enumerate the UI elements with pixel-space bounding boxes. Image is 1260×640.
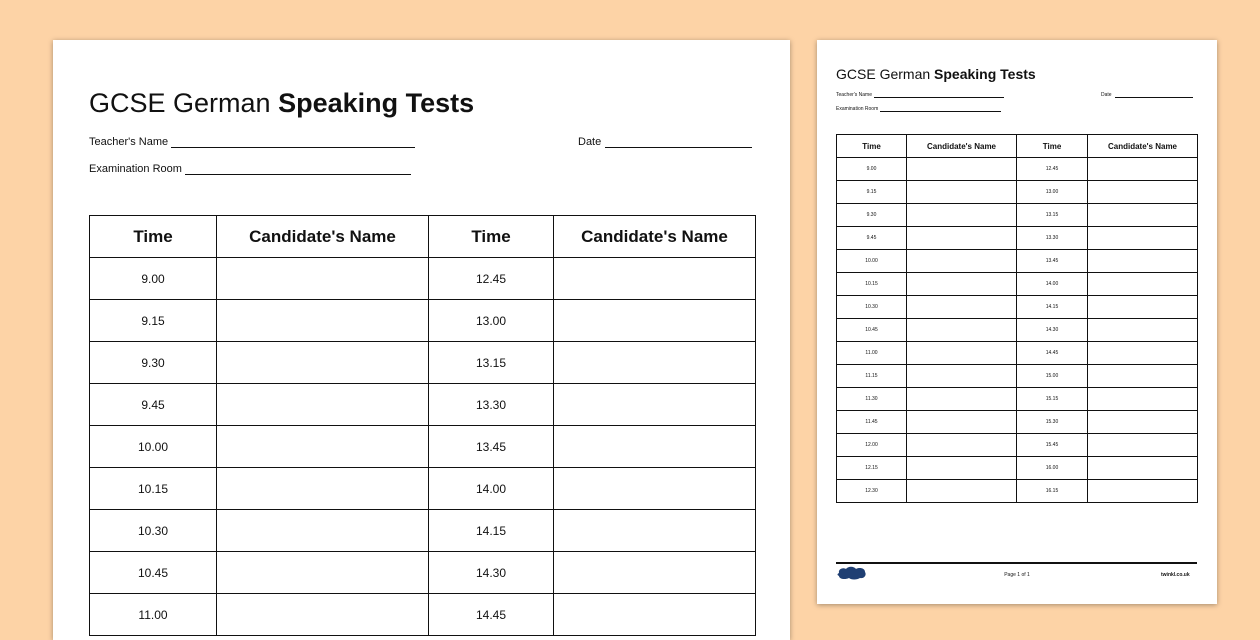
candidate-name-cell[interactable] [1088,227,1198,250]
time-cell: 14.15 [429,510,554,552]
table-row [837,480,1198,503]
header-time: Time [429,216,554,258]
time-cell: 10.45 [837,319,907,342]
table-row [837,296,1198,319]
time-cell: 12.15 [837,457,907,480]
teacher-name-field [89,136,415,148]
time-cell: 13.30 [1017,227,1088,250]
time-cell: 13.30 [429,384,554,426]
table-row [837,273,1198,296]
time-cell: 14.45 [429,594,554,636]
examination-room-label: Examination Room [836,106,879,112]
candidate-name-cell[interactable] [1088,365,1198,388]
time-cell: 10.15 [837,273,907,296]
worksheet-title [836,66,1036,82]
schedule-table [89,215,756,636]
examination-room-line [185,174,411,175]
time-cell: 10.15 [90,468,217,510]
time-cell: 9.30 [90,342,217,384]
teacher-name-field [836,92,1004,98]
table-row [837,342,1198,365]
time-cell: 13.00 [429,300,554,342]
worksheet-small [817,40,1217,604]
time-cell: 13.15 [429,342,554,384]
candidate-name-cell[interactable] [1088,388,1198,411]
time-cell: 16.00 [1017,457,1088,480]
time-cell: 11.45 [837,411,907,434]
worksheet-title [89,88,474,119]
teacher-name-line [171,147,415,148]
candidate-name-cell[interactable] [907,204,1017,227]
time-cell: 14.30 [429,552,554,594]
candidate-name-cell[interactable] [907,388,1017,411]
table-row [90,342,756,384]
time-cell: 11.00 [837,342,907,365]
examination-room-line [880,111,1001,112]
time-cell: 14.45 [1017,342,1088,365]
candidate-name-cell[interactable] [554,300,756,342]
time-cell: 15.00 [1017,365,1088,388]
candidate-name-cell[interactable] [217,426,429,468]
time-cell: 10.45 [90,552,217,594]
table-row [90,300,756,342]
candidate-name-cell[interactable] [217,300,429,342]
worksheet-large [53,40,790,640]
time-cell: 12.00 [837,434,907,457]
time-cell: 10.30 [90,510,217,552]
time-cell: 9.00 [837,158,907,181]
candidate-name-cell[interactable] [1088,319,1198,342]
candidate-name-cell[interactable] [1088,181,1198,204]
table-row [837,204,1198,227]
candidate-name-cell[interactable] [1088,434,1198,457]
time-cell: 12.45 [1017,158,1088,181]
candidate-name-cell[interactable] [907,250,1017,273]
time-cell: 9.45 [837,227,907,250]
footer-site: twinkl.co.uk [1161,572,1190,578]
candidate-name-cell[interactable] [217,510,429,552]
time-cell: 9.15 [90,300,217,342]
candidate-name-cell[interactable] [1088,457,1198,480]
time-cell: 15.45 [1017,434,1088,457]
teacher-name-label: Teacher's Name [836,92,872,98]
date-line [1115,97,1193,98]
header-candidate-name: Candidate's Name [1088,135,1198,158]
time-cell: 12.45 [429,258,554,300]
header-time: Time [1017,135,1088,158]
title-bold: Speaking Tests [278,88,475,118]
date-label: Date [1101,92,1112,98]
date-line [605,147,752,148]
time-cell: 10.00 [837,250,907,273]
table-row [90,552,756,594]
time-cell: 9.15 [837,181,907,204]
candidate-name-cell[interactable] [1088,411,1198,434]
candidate-name-cell[interactable] [907,181,1017,204]
title-regular: GCSE German [89,88,271,118]
time-cell: 12.30 [837,480,907,503]
table-header-row [837,135,1198,158]
time-cell: 10.00 [90,426,217,468]
header-candidate-name: Candidate's Name [554,216,756,258]
title-regular: GCSE German [836,66,931,82]
candidate-name-cell[interactable] [1088,342,1198,365]
header-candidate-name: Candidate's Name [907,135,1017,158]
candidate-name-cell[interactable] [907,480,1017,503]
candidate-name-cell[interactable] [907,411,1017,434]
table-row [90,510,756,552]
date-field [1101,92,1193,98]
teacher-name-line [874,97,1004,98]
time-cell: 13.15 [1017,204,1088,227]
table-row [837,457,1198,480]
header-time: Time [837,135,907,158]
candidate-name-cell[interactable] [554,342,756,384]
examination-room-label: Examination Room [89,163,182,175]
examination-room-field [836,106,1001,112]
candidate-name-cell[interactable] [907,158,1017,181]
candidate-name-cell[interactable] [554,258,756,300]
candidate-name-cell[interactable] [554,384,756,426]
candidate-name-cell[interactable] [554,468,756,510]
date-label: Date [578,136,602,148]
time-cell: 9.30 [837,204,907,227]
time-cell: 14.00 [1017,273,1088,296]
candidate-name-cell[interactable] [554,426,756,468]
time-cell: 11.30 [837,388,907,411]
title-bold: Speaking Tests [934,66,1036,82]
time-cell: 13.45 [1017,250,1088,273]
candidate-name-cell[interactable] [907,434,1017,457]
candidate-name-cell[interactable] [217,594,429,636]
page-number: Page 1 of 1 [1004,572,1030,578]
candidate-name-cell[interactable] [554,594,756,636]
candidate-name-cell[interactable] [1088,204,1198,227]
candidate-name-cell[interactable] [217,384,429,426]
time-cell: 16.15 [1017,480,1088,503]
table-row [837,181,1198,204]
time-cell: 11.15 [837,365,907,388]
candidate-name-cell[interactable] [217,552,429,594]
table-row [837,365,1198,388]
table-row [837,434,1198,457]
time-cell: 13.45 [429,426,554,468]
candidate-name-cell[interactable] [907,273,1017,296]
table-row [90,468,756,510]
footer-rule [836,562,1197,564]
table-row [90,384,756,426]
examination-room-field [89,163,411,175]
time-cell: 15.15 [1017,388,1088,411]
table-row [837,250,1198,273]
teacher-name-label: Teacher's Name [89,136,169,148]
time-cell: 11.00 [90,594,217,636]
header-candidate-name: Candidate's Name [217,216,429,258]
time-cell: 14.30 [1017,319,1088,342]
time-cell: 9.45 [90,384,217,426]
candidate-name-cell[interactable] [907,457,1017,480]
candidate-name-cell[interactable] [1088,250,1198,273]
table-row [837,158,1198,181]
candidate-name-cell[interactable] [907,296,1017,319]
candidate-name-cell[interactable] [554,552,756,594]
candidate-name-cell[interactable] [1088,296,1198,319]
time-cell: 14.15 [1017,296,1088,319]
table-row [90,426,756,468]
table-row [90,594,756,636]
candidate-name-cell[interactable] [217,342,429,384]
candidate-name-cell[interactable] [1088,158,1198,181]
time-cell: 14.00 [429,468,554,510]
schedule-table [836,134,1198,503]
table-row [837,227,1198,250]
time-cell: 10.30 [837,296,907,319]
candidate-name-cell[interactable] [217,468,429,510]
candidate-name-cell[interactable] [1088,480,1198,503]
date-field [578,136,752,148]
table-row [837,411,1198,434]
time-cell: 13.00 [1017,181,1088,204]
candidate-name-cell[interactable] [554,510,756,552]
time-cell: 9.00 [90,258,217,300]
table-row [837,319,1198,342]
candidate-name-cell[interactable] [907,342,1017,365]
header-time: Time [90,216,217,258]
candidate-name-cell[interactable] [217,258,429,300]
table-row [837,388,1198,411]
table-header-row [90,216,756,258]
candidate-name-cell[interactable] [907,365,1017,388]
candidate-name-cell[interactable] [907,319,1017,342]
time-cell: 15.30 [1017,411,1088,434]
table-row [90,258,756,300]
candidate-name-cell[interactable] [1088,273,1198,296]
candidate-name-cell[interactable] [907,227,1017,250]
